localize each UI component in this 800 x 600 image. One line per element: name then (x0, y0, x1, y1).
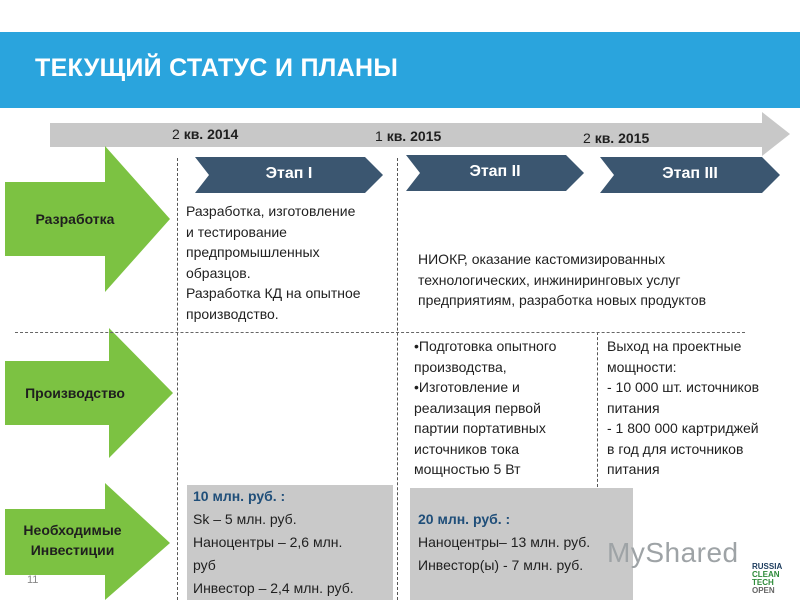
row-label-investment (5, 520, 140, 560)
quarter-label-2 (375, 128, 441, 144)
investment-line: Инвестор – 2,4 млн. руб. (193, 580, 354, 596)
quarter-label-1 (172, 126, 238, 142)
text-line: Разработка КД на опытное (186, 285, 361, 301)
row-label-investment-line1: Необходимые (23, 522, 122, 538)
text-line: - 10 000 шт. источников (607, 379, 760, 395)
stage-2-chevron (406, 155, 584, 191)
text-line: мощности: (607, 358, 677, 375)
text-line: - 1 800 000 картриджей (607, 420, 759, 436)
quarter-label-3 (583, 130, 649, 146)
stage-1-chevron (195, 157, 383, 193)
text-line: •Подготовка опытного (414, 338, 557, 354)
quarter-text-2: кв. 2015 (386, 128, 442, 144)
development-stage1-text (186, 201, 396, 324)
text-line: питания (607, 461, 660, 477)
text-line: реализация первой (414, 399, 541, 416)
divider-stage3 (597, 332, 598, 487)
russia-clean-tech-logo (752, 563, 792, 595)
development-stage23-text (418, 249, 788, 311)
divider-row1 (15, 332, 745, 333)
investment-line: Наноцентры– 13 млн. руб. (418, 534, 591, 550)
text-line: технологических, инжиниринговых услуг (418, 271, 681, 288)
stage-2-label: Этап II (469, 163, 521, 180)
production-stage3-text (607, 336, 797, 480)
quarter-num-3: 2 (583, 130, 591, 146)
logo-line: OPEN (752, 586, 775, 595)
row-label-investment-line2: Инвестиции (30, 542, 115, 558)
text-line: мощностью 5 Вт (414, 461, 521, 477)
text-line: производства, (414, 358, 507, 375)
text-line: НИОКР, оказание кастомизированных (418, 251, 666, 267)
text-line: в год для источников (607, 440, 744, 457)
logo-line: TECH (752, 578, 774, 587)
text-line: производство. (186, 305, 279, 322)
row-label-development: Разработка (35, 211, 115, 227)
watermark: MyShared (607, 537, 739, 568)
slide-title: ТЕКУЩИЙ СТАТУС И ПЛАНЫ (35, 54, 399, 82)
investment-box1-head: 10 млн. руб. : (193, 488, 286, 504)
text-line: Выход на проектные (607, 338, 742, 354)
stage-1-label: Этап I (265, 165, 313, 182)
quarter-num-2: 1 (375, 128, 383, 144)
stage-3-chevron (600, 157, 780, 193)
text-line: питания (607, 399, 660, 416)
text-line: партии портативных (414, 420, 546, 436)
quarter-num-1: 2 (172, 126, 180, 142)
divider-stage1 (177, 158, 178, 600)
quarter-text-1: кв. 2014 (183, 126, 239, 142)
text-line: источников тока (414, 440, 520, 457)
slide-header (0, 32, 800, 108)
page-number: 11 (27, 574, 39, 586)
quarter-text-3: кв. 2015 (594, 130, 650, 146)
logo-line: CLEAN (752, 570, 780, 579)
text-line: •Изготовление и (414, 379, 520, 395)
investment-box2-head: 20 млн. руб. : (418, 511, 511, 527)
text-line: предприятиям, разработка новых продуктов (418, 292, 707, 308)
logo-line: RUSSIA (752, 562, 783, 571)
row-arrow-development (5, 146, 170, 292)
investment-box-stage2 (410, 488, 633, 600)
stage-3-label: Этап III (662, 165, 718, 182)
text-line: и тестирование (186, 223, 287, 240)
investment-box-stage1 (187, 485, 393, 600)
production-stage2-text (414, 336, 594, 480)
text-line: предпромышленных (186, 244, 320, 260)
investment-line: Инвестор(ы) - 7 млн. руб. (418, 557, 584, 573)
text-line: образцов. (186, 264, 251, 281)
row-label-production: Производство (25, 385, 125, 401)
investment-line: Наноцентры – 2,6 млн. (193, 534, 343, 550)
investment-line: руб (193, 557, 216, 573)
investment-line: Sk – 5 млн. руб. (193, 511, 297, 527)
text-line: Разработка, изготовление (186, 203, 356, 219)
row-arrow-production (5, 328, 173, 458)
divider-stage2 (397, 158, 398, 600)
